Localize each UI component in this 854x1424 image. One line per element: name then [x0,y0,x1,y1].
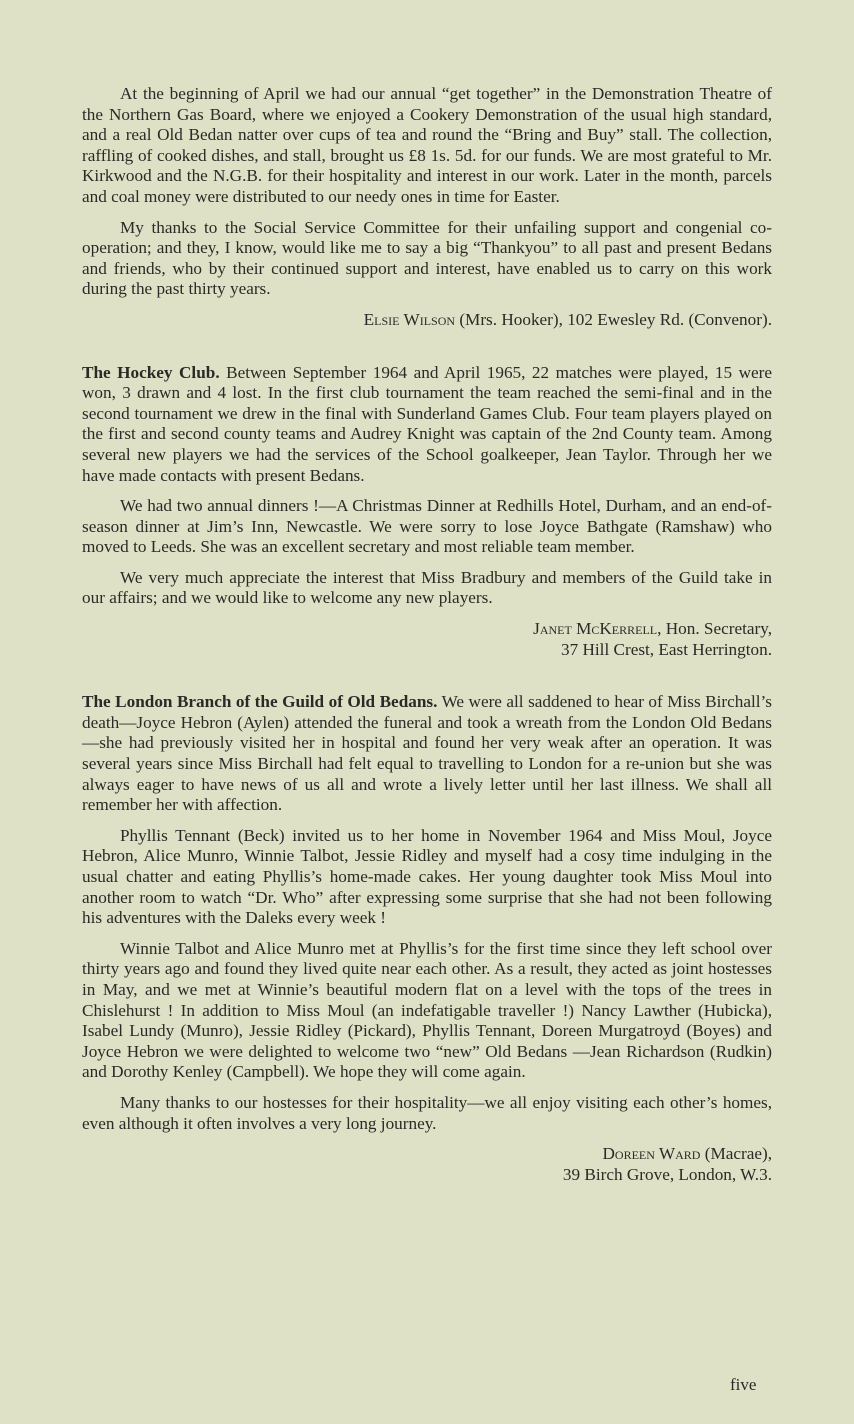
paragraph [82,363,772,487]
section-heading: The Hockey Club. [82,362,220,382]
page-number: five [730,1375,757,1394]
signature-name: Janet McKerrell [533,619,658,639]
paragraph-text: We were all saddened to hear of Miss Birchall’s death—Joyce Hebron (Aylen) attended the funeral and took a wreath from the London Old Bedans—she had previously visited her in hospital and found her very weak after an operation. It was several years since Miss Birchall had felt equal to travelling to London for a re-union but she was always eager to have news of us all and wrote a lively letter until her last illness. We shall all remember her with affection. [82,692,772,815]
signature [82,1144,772,1185]
paragraph-text: Between September 1964 and April 1965, 22 matches were played, 15 were won, 3 drawn and 4 lost. In the first club tournament the team reached the semi-final and in the second tournament we drew in the final with Sunderland Games Club. Four team players played on the first and second county teams and Audrey Knight was captain of the 2nd County team. Among several new players we had the services of the School goalkeeper, Jean Taylor. Through her we have made contacts with present Bedans. [82,362,772,485]
paragraph: We very much appreciate the interest that Miss Bradbury and members of the Guild take in our affairs; and we would like to welcome any new players. [82,567,772,608]
social-service-section [82,84,772,331]
signature [82,310,772,331]
paragraph [82,692,772,816]
paragraph: At the beginning of April we had our annual “get together” in the Demonstration Theatre of the Northern Gas Board, where we enjoyed a Cookery Demonstration of the usual high standard, and a real Old Bedan natter over cups of tea and round the “Bring and Buy” stall. The collection, raffling of cooked dishes, and stall, brought us £8 1s. 5d. for our funds. We are most grateful to Mr. Kirkwood and the N.G.B. for their hospitality and interest in our work. Later in the month, parcels and coal money were distributed to our needy ones in time for Easter. [82,84,772,206]
signature-detail: , Hon. Secretary, [657,619,772,639]
signature-detail: (Macrae), [700,1144,772,1164]
signature-name: Doreen Ward [602,1144,701,1164]
signature-name: Elsie Wilson [363,309,456,329]
signature-detail: (Mrs. Hooker), 102 Ewesley Rd. (Convenor). [455,309,772,329]
paragraph: Many thanks to our hostesses for their hospitality—we all enjoy visiting each other’s homes, even although it often involves a very long journey. [82,1092,772,1133]
paragraph: Winnie Talbot and Alice Munro met at Phyllis’s for the first time since they left school over thirty years ago and found they lived quite near each other. As a result, they acted as joint hostesses in May, and we met at Winnie’s beautiful modern flat on a level with the tops of the trees in Chislehurst ! In addition to Miss Moul (an indefatigable traveller !) Nancy Lawther (Hubicka), Isabel Lundy (Munro), Jessie Ridley (Pickard), Phyllis Tennant, Doreen Murgatroyd (Boyes) and Joyce Hebron we were delighted to welcome two “new” Old Bedans —Jean Richardson (Rudkin) and Dorothy Kenley (Campbell). We hope they will come again. [82,938,772,1082]
paragraph: We had two annual dinners !—A Christmas Dinner at Redhills Hotel, Durham, and an end-of-season dinner at Jim’s Inn, Newcastle. We were sorry to lose Joyce Bathgate (Ramshaw) who moved to Leeds. She was an excellent secretary and most reliable team member. [82,496,772,557]
hockey-club-section [82,363,772,661]
signature [82,619,772,660]
signature-address: 39 Birch Grove, London, W.3. [562,1164,772,1184]
section-heading: The London Branch of the Guild of Old Bedans. [82,692,438,712]
signature-address: 37 Hill Crest, East Herrington. [561,639,772,659]
article-body [82,84,772,1195]
london-branch-section [82,692,772,1185]
paragraph: My thanks to the Social Service Committee for their unfailing support and congenial co-operation; and they, I know, would like me to say a big “Thankyou” to all past and present Bedans and friends, who by their continued support and interest, have enabled us to carry on this work during the past thirty years. [82,217,772,299]
paragraph: Phyllis Tennant (Beck) invited us to her home in November 1964 and Miss Moul, Joyce Hebron, Alice Munro, Winnie Talbot, Jessie Ridley and myself had a cosy time indulging in the usual chatter and eating Phyllis’s home-made cakes. Her young daughter took Miss Moul into another room to watch “Dr. Who” after expressing some surprise that she had not been following his adventures with the Daleks every week ! [82,825,772,928]
